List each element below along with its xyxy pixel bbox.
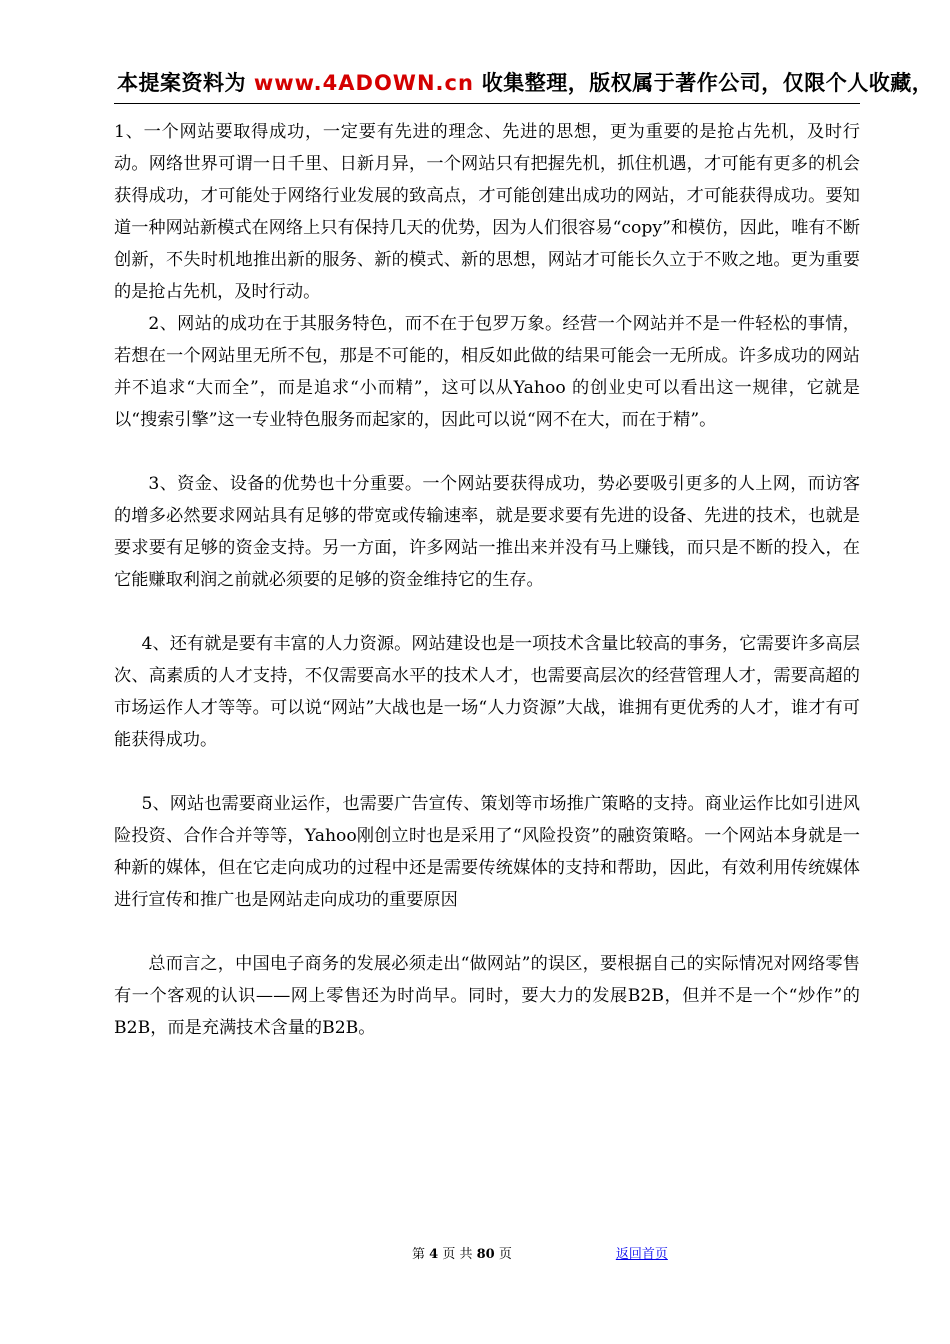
paragraph-spacer bbox=[114, 756, 860, 788]
paragraph-6: 总而言之，中国电子商务的发展必须走出“做网站”的误区，要根据自己的实际情况对网络零售有一个客观的认识——网上零售还为时尚早。同时，要大力的发展B2B，但并不是一个“炒作”的B2B，而是充满技术含量的B2B。 bbox=[114, 954, 860, 1038]
page-footer bbox=[412, 1246, 668, 1264]
header-prefix: 本提案资料为 bbox=[117, 71, 254, 95]
page-number: 4 bbox=[429, 1247, 439, 1262]
paragraph-3: 3、资金、设备的优势也十分重要。一个网站要获得成功，势必要吸引更多的人上网，而访客的增多必然要求网站具有足够的带宽或传输速率，就是要求要有先进的设备、先进的技术，也就是要求要有足够的资金支持。另一方面，许多网站一推出来并没有马上赚钱，而只是不断的投入，在它能赚取利润之前就必须要的足够的资金维持它的生存。 bbox=[114, 474, 860, 590]
paragraph-4: 4、还有就是要有丰富的人力资源。网站建设也是一项技术含量比较高的事务，它需要许多高层次、高素质的人才支持，不仅需要高水平的技术人才，也需要高层次的经营管理人才，需要高超的市场运作人才等等。可以说“网站”大战也是一场“人力资源”大战，谁拥有更优秀的人才，谁才有可能获得成功。 bbox=[114, 634, 860, 750]
paragraph-spacer bbox=[114, 596, 860, 628]
header-divider bbox=[114, 103, 860, 104]
page-indicator bbox=[412, 1247, 512, 1262]
page-total: 80 bbox=[476, 1247, 495, 1262]
document-header-banner bbox=[117, 66, 950, 100]
paragraph-spacer bbox=[114, 916, 860, 948]
header-suffix: 收集整理，版权属于著作公司，仅限个人收藏， bbox=[473, 71, 934, 95]
paragraph-2: 2、网站的成功在于其服务特色，而不在于包罗万象。经营一个网站并不是一件轻松的事情，若想在一个网站里无所不包，那是不可能的，相反如此做的结果可能会一无所成。许多成功的网站并不追求“大而全”，而是追求“小而精”，这可以从Yahoo 的创业史可以看出这一规律，它就是以“搜索引擎”这一专业特色服务而起家的，因此可以说“网不在大，而在于精”。 bbox=[114, 314, 860, 430]
paragraph-1: 1、一个网站要取得成功，一定要有先进的理念、先进的思想，更为重要的是抢占先机，及时行动。网络世界可谓一日千里、日新月异，一个网站只有把握先机，抓住机遇，才可能有更多的机会获得成功，才可能处于网络行业发展的致高点，才可能创建出成功的网站，才可能获得成功。要知道一种网站新模式在网络上只有保持几天的优势，因为人们很容易“copy”和模仿，因此，唯有不断创新，不失时机地推出新的服务、新的模式、新的思想，网站才可能长久立于不败之地。更为重要的是抢占先机，及时行动。 bbox=[114, 122, 860, 302]
page-suffix: 页 bbox=[494, 1247, 512, 1262]
paragraph-spacer bbox=[114, 436, 860, 468]
document-body bbox=[114, 116, 860, 1044]
page-middle: 页 共 bbox=[438, 1247, 477, 1262]
back-to-home-link[interactable]: 返回首页 bbox=[615, 1247, 668, 1262]
paragraph-5: 5、网站也需要商业运作，也需要广告宣传、策划等市场推广策略的支持。商业运作比如引进风险投资、合作合并等等，Yahoo刚创立时也是采用了“风险投资”的融资策略。一个网站本身就是一种新的媒体，但在它走向成功的过程中还是需要传统媒体的支持和帮助，因此，有效利用传统媒体进行宣传和推广也是网站走向成功的重要原因 bbox=[114, 794, 860, 910]
page-prefix: 第 bbox=[412, 1247, 430, 1262]
header-url: www.4ADOWN.cn bbox=[253, 71, 474, 95]
